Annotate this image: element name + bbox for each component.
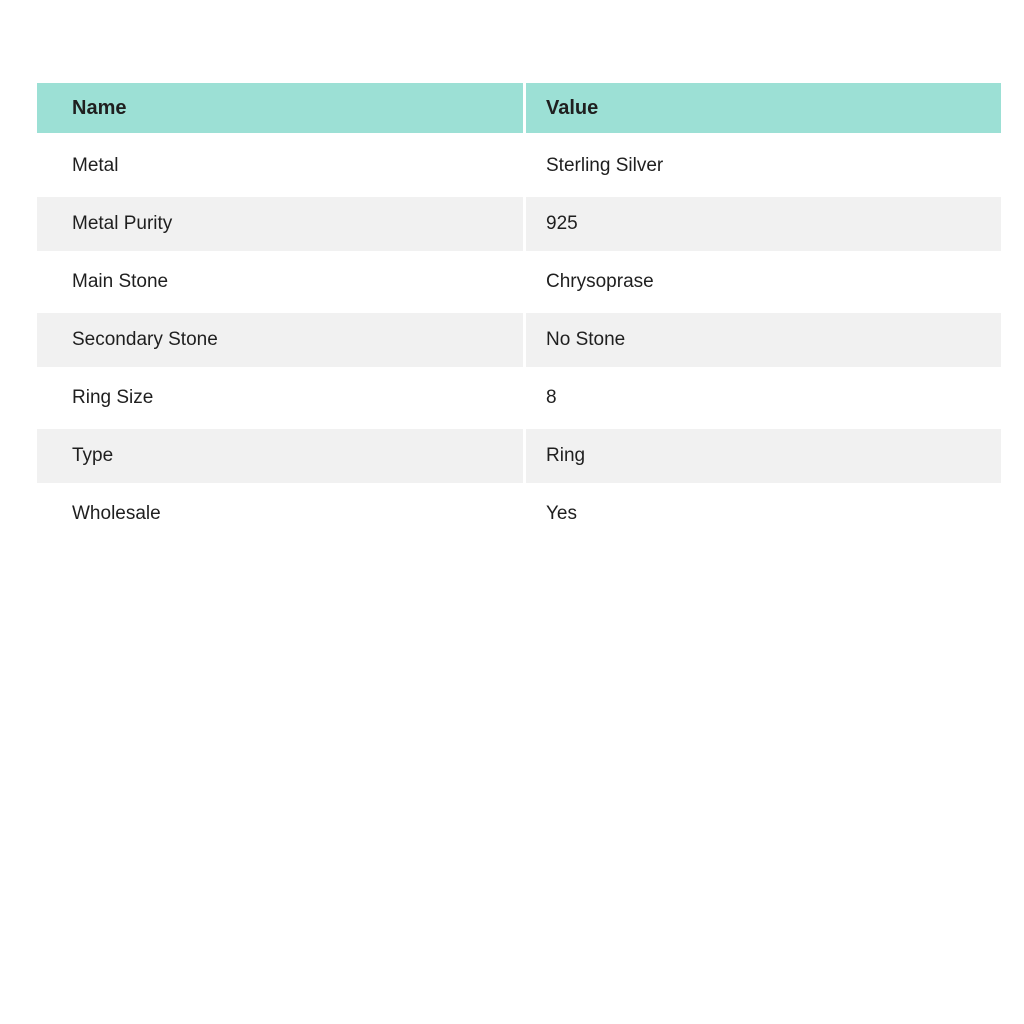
header-cell-value [526, 83, 1001, 133]
attribute-value: Ring [546, 444, 586, 466]
table-row [37, 253, 1001, 311]
attribute-name: Secondary Stone [72, 328, 218, 350]
attribute-name: Metal [72, 154, 119, 176]
attribute-name-cell [37, 485, 526, 543]
attribute-value: 925 [546, 212, 578, 234]
attribute-name-cell [37, 313, 526, 367]
attribute-value-cell [526, 137, 1001, 195]
table-row [37, 311, 1001, 369]
attribute-value: No Stone [546, 328, 626, 350]
table-header-row [37, 83, 1001, 133]
attribute-value: 8 [546, 386, 557, 408]
attribute-name: Wholesale [72, 502, 161, 524]
attribute-name-cell [37, 429, 526, 483]
table-row [37, 195, 1001, 253]
attribute-value-cell [526, 485, 1001, 543]
table-row [37, 369, 1001, 427]
attribute-name-cell [37, 253, 526, 311]
attribute-value: Sterling Silver [546, 154, 664, 176]
attribute-name: Type [72, 444, 114, 466]
header-name-label: Name [72, 97, 127, 119]
table-row [37, 485, 1001, 543]
attribute-name: Ring Size [72, 386, 154, 408]
attribute-value-cell [526, 253, 1001, 311]
attribute-name: Main Stone [72, 270, 169, 292]
attribute-value-cell [526, 429, 1001, 483]
attribute-name-cell [37, 369, 526, 427]
header-value-label: Value [546, 97, 599, 119]
attribute-name-cell [37, 197, 526, 251]
table-row [37, 137, 1001, 195]
attribute-value-cell [526, 313, 1001, 367]
attribute-name-cell [37, 137, 526, 195]
attribute-value: Chrysoprase [546, 270, 654, 292]
attributes-table [37, 83, 1001, 543]
attribute-value-cell [526, 197, 1001, 251]
header-cell-name [37, 83, 526, 133]
table-row [37, 427, 1001, 485]
attribute-name: Metal Purity [72, 212, 173, 234]
attribute-value-cell [526, 369, 1001, 427]
attribute-value: Yes [546, 502, 577, 524]
